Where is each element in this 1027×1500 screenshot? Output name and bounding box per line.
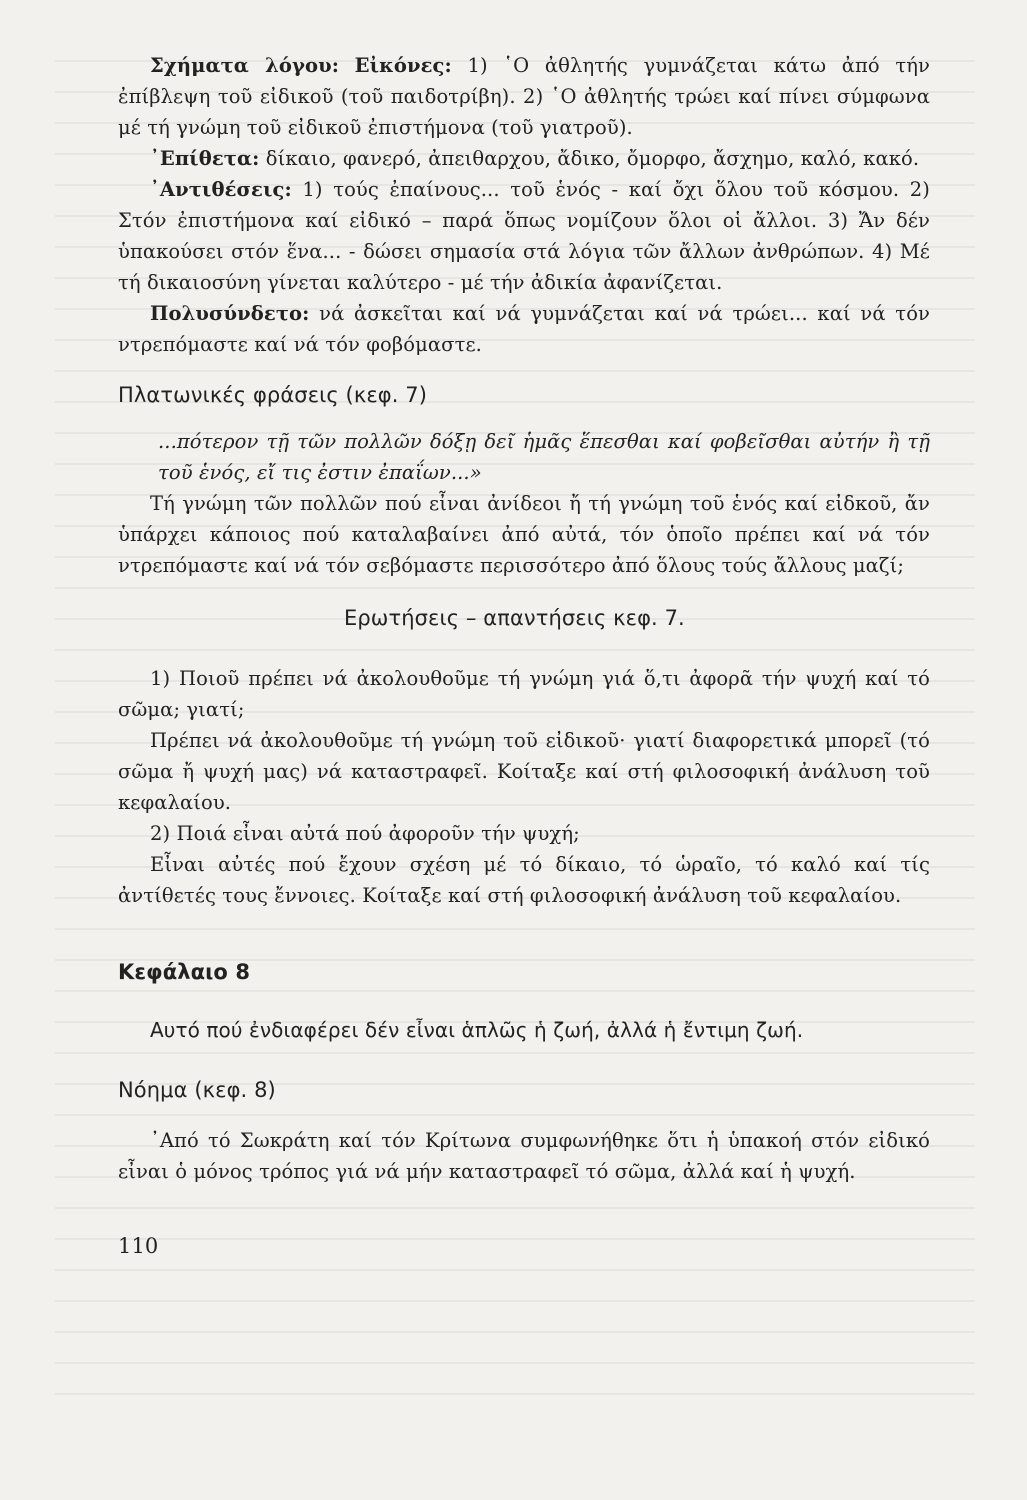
- images-label: Εἰκόνες:: [354, 54, 452, 77]
- figures-label: Σχήματα λόγου:: [150, 54, 339, 77]
- meaning-heading: Νόημα (κεφ. 8): [118, 1078, 276, 1102]
- polysyndeton-text: νά ἀσκεῖται καί νά γυμνάζεται καί νά τρώει... καί νά τόν ντρεπόμαστε καί νά τόν φοβόμαστε.: [118, 302, 930, 356]
- polysyndeton-paragraph: [118, 298, 930, 360]
- epithets-label: ᾽Επίθετα:: [150, 147, 260, 170]
- platonic-translation: Τή γνώμη τῶν πολλῶν πού εἶναι ἀνίδεοι ἤ τή γνώμη τοῦ ἑνός καί εἰδκοῦ, ἄν ὑπάρχει κάποιος πού καταλαβαίνει ἀπό αὐτά, τόν ὁποῖο πρέπει καί νά τόν ντρεπόμαστε καί νά τόν σεβόμαστε περισσότερο ἀπό ὅλους τούς ἄλλους μαζί;: [118, 492, 930, 577]
- figures-images-paragraph: [118, 50, 930, 143]
- polysyndeton-label: Πολυσύνδετο:: [150, 302, 310, 325]
- antitheses-paragraph: [118, 174, 930, 298]
- qa-heading: Ερωτήσεις – απαντήσεις κεφ. 7.: [344, 606, 685, 630]
- chapter-8-motto: Αυτό πού ἐνδιαφέρει δέν εἶναι ἁπλῶς ἡ ζωή, ἀλλά ἡ ἔντιμη ζωή.: [150, 1018, 804, 1042]
- question-1: 1) Ποιοῦ πρέπει νά ἀκολουθοῦμε τή γνώμη γιά ὅ,τι ἀφορᾶ τήν ψυχή καί τό σῶμα; γιατί;: [118, 667, 930, 721]
- epithets-text: δίκαιο, φανερό, ἀπειθαρχου, ἄδικο, ὄμορφο, ἄσχημο, καλό, κακό.: [265, 147, 920, 170]
- antitheses-label: ᾽Αντιθέσεις:: [150, 178, 292, 201]
- epithets-paragraph: [118, 143, 930, 174]
- meaning-text: ᾽Από τό Σωκράτη καί τόν Κρίτωνα συμφωνήθηκε ὅτι ἡ ὑπακοή στόν εἰδικό εἶναι ὁ μόνος τρόπος γιά νά μήν καταστραφεῖ τό σῶμα, ἀλλά καί ἡ ψυχή.: [118, 1129, 930, 1183]
- platonic-quote: ...πότερον τῇ τῶν πολλῶν δόξῃ δεῖ ἡμᾶς ἕπεσθαι καί φοβεῖσθαι αὐτήν ἢ τῇ τοῦ ἑνός, εἴ τις ἐστιν ἐπαΐων...»: [158, 430, 930, 484]
- images-text: 1) ῾Ο ἀθλητής γυμνάζεται κάτω ἀπό τήν ἐπίβλεψη τοῦ εἰδικοῦ (τοῦ παιδοτρίβη). 2) ῾Ο ἀθλητής τρώει καί πίνει σύμφωνα μέ τή γνώμη τοῦ εἰδικοῦ ἐπιστήμονα (τοῦ γιατροῦ).: [118, 54, 930, 139]
- platonic-phrases-heading: Πλατωνικές φράσεις (κεφ. 7): [118, 383, 428, 407]
- chapter-8-heading: Κεφάλαιο 8: [118, 960, 251, 984]
- answer-1: Πρέπει νά ἀκολουθοῦμε τή γνώμη τοῦ εἰδικοῦ· γιατί διαφορετικά μπορεῖ (τό σῶμα ἤ ψυχή μας) νά καταστραφεῖ. Κοίταξε καί στή φιλοσοφική ἀνάλυση τοῦ κεφαλαίου.: [118, 729, 930, 814]
- answer-2: Εἶναι αὐτές πού ἔχουν σχέση μέ τό δίκαιο, τό ὡραῖο, τό καλό καί τίς ἀντίθετές τους ἔννοιες. Κοίταξε καί στή φιλοσοφική ἀνάλυση τοῦ κεφαλαίου.: [118, 853, 930, 907]
- question-2: 2) Ποιά εἶναι αὐτά πού ἀφοροῦν τήν ψυχή;: [150, 822, 580, 845]
- page-content: [118, 50, 930, 1262]
- antitheses-text: 1) τούς ἐπαίνους... τοῦ ἑνός - καί ὄχι ὅλου τοῦ κόσμου. 2) Στόν ἐπιστήμονα καί εἰδικό – παρά ὅπως νομίζουν ὅλοι οἱ ἄλλοι. 3) Ἄν δέν ὑπακούσει στόν ἕνα... - δώσει σημασία στά λόγια τῶν ἄλλων ἀνθρώπων. 4) Μέ τή δικαιοσύνη γίνεται καλύτερο - μέ τήν ἀδικία ἀφανίζεται.: [118, 178, 930, 294]
- page-number: 110: [118, 1234, 159, 1258]
